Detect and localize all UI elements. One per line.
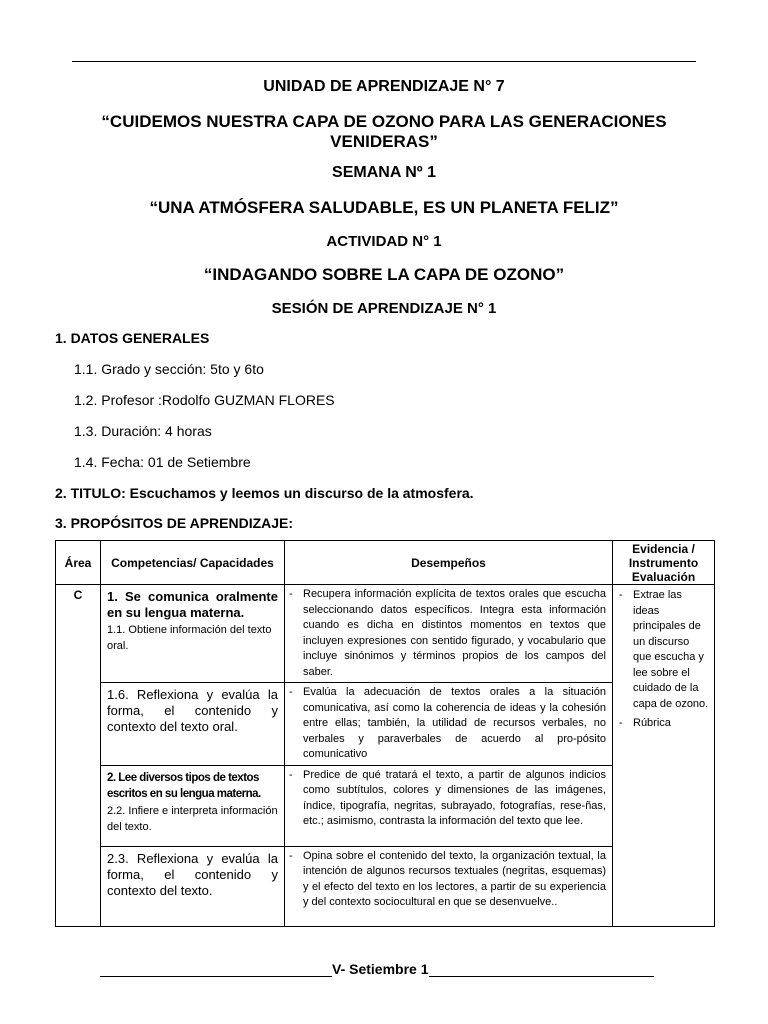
table-row xyxy=(56,585,715,683)
datos-heading: 1. DATOS GENERALES xyxy=(55,330,210,346)
desempeno-text: Evalúa la adecuación de textos orales a la situación comunicativa, así como la coherencia de ideas y la cohesión entre ellas; también, la utilidad de recursos verbales, no verbales y paraverbales de acuerdo al pro-pósito comunicativo xyxy=(303,686,606,760)
competencia-cell xyxy=(101,585,285,683)
datos-item-profesor: 1.2. Profesor :Rodolfo GUZMAN FLORES xyxy=(74,392,335,408)
header-evidencia: Evidencia / Instrumento Evaluación xyxy=(613,541,715,585)
footer-text: V- Setiembre 1 xyxy=(332,961,429,977)
dash-bullet: - xyxy=(619,717,623,729)
propositos-table xyxy=(55,540,715,927)
propositos-heading: 3. PROPÓSITOS DE APRENDIZAJE: xyxy=(55,515,294,531)
instrumento-text: Rúbrica xyxy=(633,717,671,729)
competencia-cell xyxy=(101,765,285,846)
evidencia-cell xyxy=(613,585,715,927)
capacidad-text: 2.3. Reflexiona y evalúa la forma, el contenido y contexto del texto. xyxy=(107,850,278,898)
dash-bullet: - xyxy=(289,768,293,781)
desempeno-text: Opina sobre el contenido del texto, la organización textual, la intención de algunos recursos textuales (negritas, esquemas) y el efecto del texto en los lectores, a partir de su experiencia y del contexto sociocultural en que se desenvuelve.. xyxy=(303,849,606,908)
area-cell: C xyxy=(56,585,101,927)
capacidad-text: 1.1. Obtiene información del texto oral. xyxy=(107,624,272,652)
header-competencias: Competencias/ Capacidades xyxy=(101,541,285,585)
capacidad-text: 2.2. Infiere e interpreta información del texto. xyxy=(107,804,278,833)
dash-bullet: - xyxy=(289,849,293,862)
dash-bullet: - xyxy=(619,589,623,601)
desempeno-cell xyxy=(285,585,613,683)
activity-title: “INDAGANDO SOBRE LA CAPA DE OZONO” xyxy=(203,265,565,284)
evidencia-text: Extrae las ideas principales de un discurso que escucha y lee sobre el cuidado de la capa de ozono. xyxy=(633,589,709,710)
desempeno-cell xyxy=(285,765,613,846)
desempeno-cell xyxy=(285,846,613,926)
competencia-title: 2. Lee diversos tipos de textos escritos en su lengua materna. xyxy=(107,771,261,800)
header-desempenos: Desempeños xyxy=(285,541,613,585)
competencia-title: 1. Se comunica oralmente en su lengua materna. xyxy=(107,589,278,620)
datos-item-duracion: 1.3. Duración: 4 horas xyxy=(74,423,212,439)
unit-title: “CUIDEMOS NUESTRA CAPA DE OZONO PARA LAS GENERACIONES VENIDERAS” xyxy=(101,112,667,151)
activity-heading: ACTIVIDAD N° 1 xyxy=(326,233,442,250)
datos-item-fecha: 1.4. Fecha: 01 de Setiembre xyxy=(74,454,251,470)
header-area: Área xyxy=(56,541,101,585)
dash-bullet: - xyxy=(289,686,293,698)
desempeno-text: Recupera información explícita de textos orales que escucha seleccionando datos específicos. Integra esta información cuando es dicha en distintos momentos en textos que incluyen expresiones con sentido figurado, y vocabulario que incluye sinónimos y términos propios de los campos del saber. xyxy=(303,588,606,678)
footer-rule-left xyxy=(100,962,332,977)
week-heading: SEMANA Nº 1 xyxy=(332,164,436,181)
titulo-line: 2. TITULO: Escuchamos y leemos un discurso de la atmosfera. xyxy=(55,485,474,501)
table-header-row xyxy=(56,541,715,585)
unit-heading: UNIDAD DE APRENDIZAJE N° 7 xyxy=(263,78,505,95)
datos-item-grado: 1.1. Grado y sección: 5to y 6to xyxy=(74,361,264,377)
top-rule xyxy=(72,61,696,62)
competencia-cell xyxy=(101,846,285,926)
week-title: “UNA ATMÓSFERA SALUDABLE, ES UN PLANETA FELIZ” xyxy=(149,198,619,217)
capacidad-text: 1.6. Reflexiona y evalúa la forma, el contenido y contexto del texto oral. xyxy=(107,687,278,734)
page-footer xyxy=(100,961,654,977)
session-heading: SESIÓN DE APRENDIZAJE N° 1 xyxy=(271,300,497,317)
desempeno-text: Predice de qué tratará el texto, a partir de algunos indicios como subtítulos, colores y dimensiones de las imágenes, índice, tipografía, negritas, subrayado, fotografías, rese-ñas, etc.; asimismo, contrasta la información del texto que lee. xyxy=(303,768,606,827)
desempeno-cell xyxy=(285,683,613,766)
competencia-cell xyxy=(101,683,285,766)
dash-bullet: - xyxy=(289,588,293,600)
footer-rule-right xyxy=(429,962,654,977)
